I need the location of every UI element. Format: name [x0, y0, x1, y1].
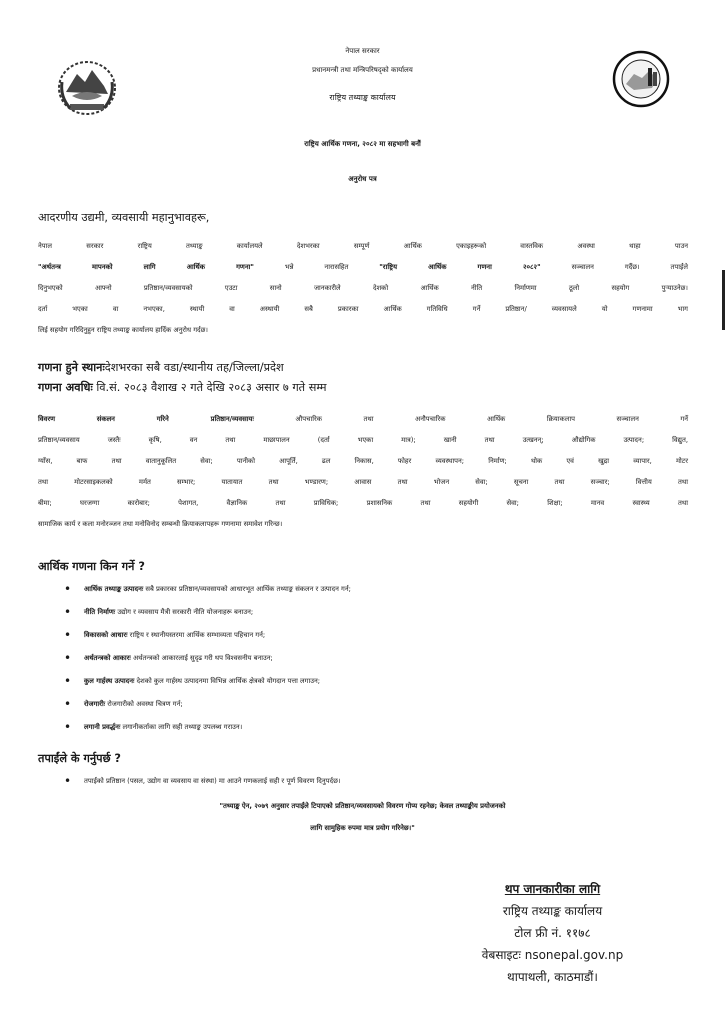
why-item-label: लगानी प्रवर्द्धनः — [84, 723, 121, 731]
intro-line: नेपाल सरकार राष्ट्रिय तथ्याङ्क कार्यालयले देशभरका सम्पूर्ण आर्थिक एकाइहरूको वास्तविक अवस्था थाहा पाउन — [38, 242, 688, 250]
why-item-text: राष्ट्रिय र स्थानीयस्तरमा आर्थिक सम्भाव्यता पहिचान गर्न; — [127, 631, 266, 639]
establishments-line: सामाजिक कार्य र कला मनोरञ्जन तथा मनोविनोद सम्बन्धी क्रियाकलापहरू गणनामा समावेश गरिन्छ। — [38, 520, 283, 528]
header-ministry: प्रधानमन्त्री तथा मन्त्रिपरिषद्को कार्यालय — [312, 66, 413, 74]
establishments-line: प्रतिष्ठान/व्यवसाय जस्तैः कृषि, वन तथा माछापालन (दर्ता भएका मात्र); खानी तथा उत्खनन्; औद्योगिक उत्पादन; विद्युत, — [38, 436, 688, 444]
why-item-text: उद्योग र व्यवसाय मैत्री सरकारी नीति योजनाहरू बनाउन; — [115, 608, 254, 616]
place-value: देशभरका सबै वडा/स्थानीय तह/जिल्ला/प्रदेश — [104, 361, 284, 374]
why-item-text: अर्थतन्त्रको आकारलाई सुदृढ गरी थप विश्वसनीय बनाउन; — [130, 654, 273, 662]
intro-line: लिई सहयोग गरिदिनुहुन राष्ट्रिय तथ्याङ्क कार्यालय हार्दिक अनुरोध गर्दछ। — [38, 326, 208, 334]
bullet-icon: • — [64, 720, 72, 734]
contact-website[interactable]: वेबसाइटः nsonepal.gov.np — [481, 948, 624, 962]
slogan: "अर्थतन्त्र मापनको लागि आर्थिक गणना" — [38, 263, 254, 271]
bullet-icon: • — [64, 651, 72, 665]
why-item-label: रोजगारीः — [84, 700, 106, 708]
bullet-icon: • — [64, 774, 72, 788]
why-item-label: नीति निर्माणः — [84, 608, 116, 616]
todo-list — [60, 770, 700, 793]
establishments-paragraph — [38, 409, 688, 535]
establishments-line: ग्याँस, बाफ तथा वातानुकूलित सेवा; पानीको आपूर्ति, ढल निकास, फोहर व्यवस्थापन; निर्माण; थोक एवं खुद्रा व्यापार, मोटर — [38, 457, 688, 465]
why-item-label: विकासको आधारः — [84, 631, 128, 639]
establishments-label: विवरण संकलन गरिने प्रतिष्ठान/व्यवसायः — [38, 415, 254, 423]
place-label: गणना हुने स्थानः — [38, 361, 105, 374]
establishments-line: तथा मोटरसाइकलको मर्मत सम्भार; यातायात तथा भण्डारण; आवास तथा भोजन सेवा; सूचना तथा सञ्चार; वित्तीय तथा — [38, 478, 688, 486]
why-item-text: रोजगारीको अवस्था चित्रण गर्न; — [105, 700, 183, 708]
contact-office: राष्ट्रिय तथ्याङ्क कार्यालय — [502, 904, 603, 918]
establishments-text: औपचारिक तथा अनौपचारिक आर्थिक क्रियाकलाप सञ्चालन गर्ने — [253, 415, 688, 423]
intro-line: दर्ता भएका वा नभएका, स्थायी वा अस्थायी सबै प्रकारका आर्थिक गतिविधि गर्ने प्रतिष्ठान/ व्यवसायले यो गणनामा भाग — [38, 305, 688, 313]
intro-line: दिनुभएको आफ्नो प्रतिष्ठान/व्यवसायको एउटा सानो जानकारीले देशको आर्थिक नीति निर्माणमा ठूलो सहयोग पुऱ्याउनेछ। — [38, 284, 688, 292]
why-item — [60, 647, 700, 670]
establishments-line — [38, 409, 688, 430]
period-value: वि.सं. २०८३ वैशाख २ गते देखि २०८३ असार ७ गते सम्म — [96, 381, 327, 394]
confidentiality-quote-line1: "तथ्याङ्क ऐन, २०७९ अनुसार तपाईंले टिपाएको प्रतिष्ठान/व्यवसायको विवरण गोप्य रहनेछ; केवल तथ्याङ्कीय प्रयोजनको — [219, 802, 506, 810]
bullet-icon: • — [64, 605, 72, 619]
nepal-emblem-logo — [52, 52, 122, 122]
contact-block — [430, 878, 675, 988]
salutation: आदरणीय उद्यमी, व्यवसायी महानुभावहरू, — [38, 211, 210, 224]
intro-line — [38, 257, 688, 278]
bullet-icon: • — [64, 674, 72, 688]
why-item — [60, 716, 700, 739]
why-item-text: लगानीकर्ताका लागि सही तथ्याङ्क उपलब्ध गराउन। — [120, 723, 243, 731]
why-item-text: सबै प्रकारका प्रतिष्ठान/व्यवसायको आधारभूत आर्थिक तथ्याङ्क संकलन र उत्पादन गर्न; — [143, 585, 351, 593]
why-item — [60, 693, 700, 716]
establishments-line: बीमा; घरजग्गा कारोबार; पेशागत, वैज्ञानिक तथा प्राविधिक; प्रशासनिक तथा सहयोगी सेवा; शिक्षा; मानव स्वास्थ्य तथा — [38, 499, 688, 507]
intro-text: सञ्चालन गर्दैछ। तपाईंले — [540, 263, 688, 271]
contact-tollfree: टोल फ्री नं. ११७८ — [514, 926, 591, 940]
confidentiality-quote-line2: लागि सामुहिक रुपमा मात्र प्रयोग गरिनेछ।" — [310, 824, 415, 832]
contact-heading: थप जानकारीका लागि — [504, 882, 601, 896]
why-item — [60, 624, 700, 647]
why-item-label: कुल गार्हस्थ उत्पादनः — [84, 677, 135, 685]
bullet-icon: • — [64, 697, 72, 711]
why-item-label: अर्थतन्त्रको आकारः — [84, 654, 131, 662]
why-heading: आर्थिक गणना किन गर्ने ? — [38, 560, 145, 573]
intro-paragraph — [38, 236, 688, 341]
document-title: राष्ट्रिय आर्थिक गणना, २०८२ मा सहभागी बनौं — [304, 140, 421, 148]
why-item-text: देशको कुल गार्हस्थ उत्पादनमा विभिन्न आर्थिक क्षेत्रको योगदान पत्ता लगाउन; — [134, 677, 321, 685]
intro-text: भन्ने नारासहित — [253, 263, 380, 271]
census-place — [38, 357, 284, 378]
bullet-icon: • — [64, 628, 72, 642]
contact-address: थापाथली, काठमाडौं। — [507, 970, 598, 984]
todo-item-text: तपाईंको प्रतिष्ठान (पसल, उद्योग वा व्यवसाय वा संस्था) मा आउने गणकलाई सही र पूर्ण विवरण दिनुपर्दछ। — [84, 777, 341, 785]
header-government: नेपाल सरकार — [345, 47, 380, 55]
todo-item — [60, 770, 700, 793]
census-name: "राष्ट्रिय आर्थिक गणना २०८२" — [379, 263, 541, 271]
why-item — [60, 578, 700, 601]
why-item-label: आर्थिक तथ्याङ्क उत्पादनः — [84, 585, 144, 593]
document-subtitle: अनुरोध पत्र — [348, 175, 377, 183]
emblem-icon — [52, 52, 122, 122]
todo-heading: तपाईंले के गर्नुपर्छ ? — [38, 752, 121, 765]
why-item — [60, 601, 700, 624]
header-office: राष्ट्रिय तथ्याङ्क कार्यालय — [329, 93, 396, 102]
bullet-icon: • — [64, 582, 72, 596]
census-period — [38, 377, 327, 398]
why-item — [60, 670, 700, 693]
why-list — [60, 578, 700, 739]
period-label: गणना अवधिः — [38, 381, 93, 394]
